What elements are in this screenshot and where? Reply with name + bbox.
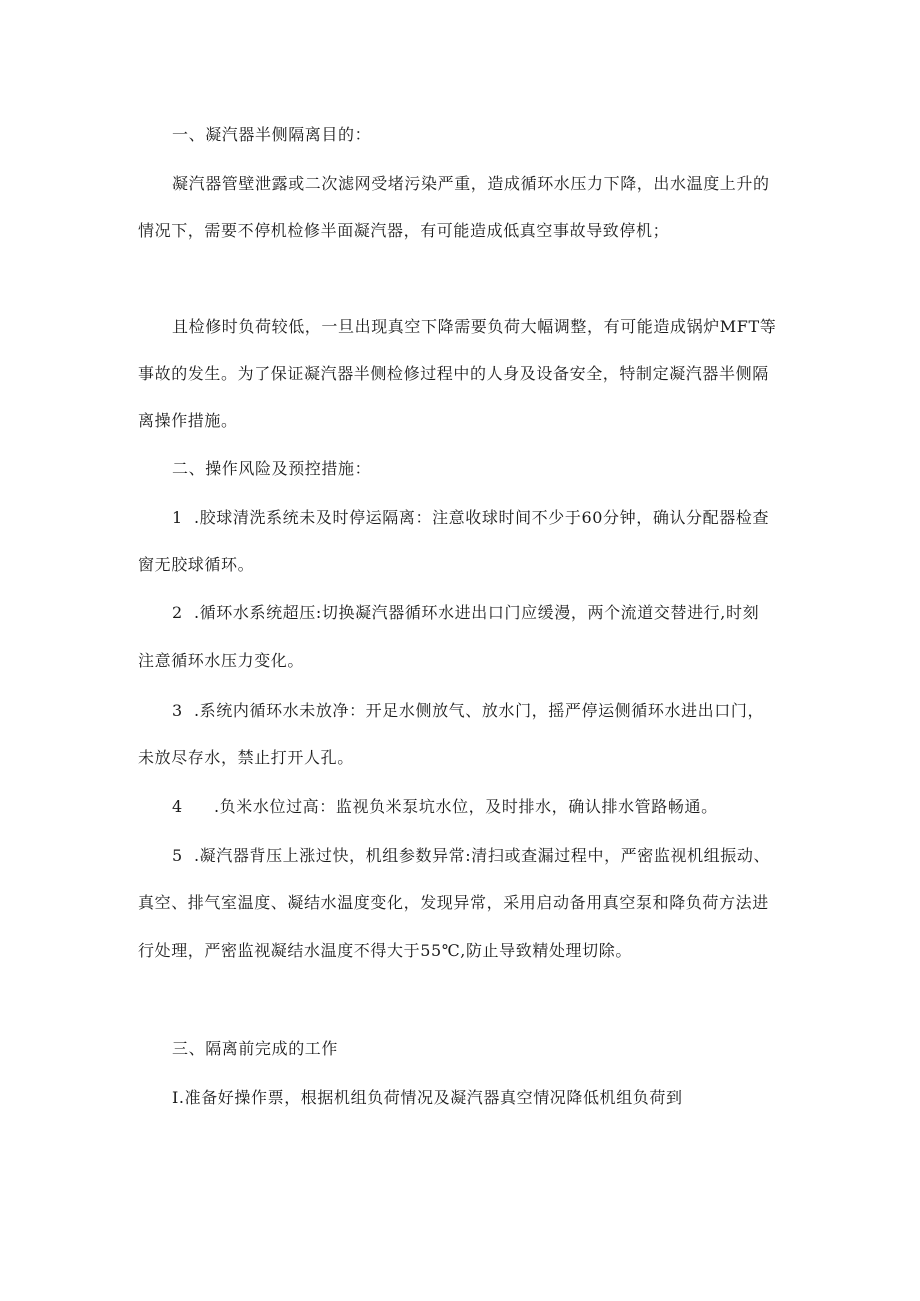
item-text: .循环水系统超压:切换凝汽器循环水进出口门应缓漫，两个流道交替进行,时刻 (194, 603, 760, 622)
section-2-item-5-line-3: 行处理，严密监视凝结水温度不得大于55℃,防止导致精处理切除。 (138, 941, 632, 960)
section-2-item-5-line-1 (172, 846, 770, 866)
section-2-item-4-line-1 (172, 797, 718, 817)
section-3-heading: 三、隔离前完成的工作 (172, 1039, 339, 1058)
item-text: .系统内循环水未放净：开足水侧放气、放水门，摇严停运侧循环水进出口门， (194, 701, 765, 720)
section-1-paragraph-2-line-3: 离操作措施。 (138, 411, 238, 430)
item-text: .胶球清洗系统未及时停运隔离：注意收球时间不少于60分钟，确认分配器检查 (194, 508, 770, 527)
section-2-item-5-line-2: 真空、排气室温度、凝结水温度变化，发现异常，采用启动备用真空泵和降负荷方法进 (138, 893, 769, 912)
item-text: .负米水位过高：监视负米泵坑水位，及时排水，确认排水管路畅通。 (214, 797, 718, 816)
section-3-item-1-line-1: I.准备好操作票，根据机组负荷情况及凝汽器真空情况降低机组负荷到 (172, 1088, 683, 1107)
item-text: .凝汽器背压上涨过快，机组参数异常:清扫或查漏过程中，严密监视机组振动、 (194, 846, 771, 865)
item-number: 2 (172, 603, 183, 622)
section-1-paragraph-1-line-1: 凝汽器管壁泄露或二次滤网受堵污染严重，造成循环水压力下降，出水温度上升的 (172, 174, 770, 193)
section-1-paragraph-1-line-2: 情况下，需要不停机检修半面凝汽器，有可能造成低真空事故导致停机； (138, 221, 670, 240)
section-1-paragraph-2-line-1: 且检修时负荷较低，一旦出现真空下降需要负荷大幅调整，有可能造成锅炉MFT等 (172, 317, 777, 336)
section-2-heading: 二、操作风险及预控措施： (172, 459, 372, 478)
section-2-item-1-line-2: 窗无胶球循环。 (138, 555, 255, 574)
section-1-paragraph-2-line-2: 事故的发生。为了保证凝汽器半侧检修过程中的人身及设备安全，特制定凝汽器半侧隔 (138, 364, 769, 383)
item-number: 5 (172, 846, 183, 865)
section-2-item-2-line-2: 注意循环水压力变化。 (138, 651, 305, 670)
section-2-item-3-line-1 (172, 701, 764, 721)
section-2-item-1-line-1 (172, 508, 769, 528)
section-2-item-3-line-2: 未放尽存水，禁止打开人孔。 (138, 748, 354, 767)
item-number: 1 (172, 508, 183, 527)
section-2-item-2-line-1 (172, 603, 759, 623)
section-1-heading: 一、凝汽器半侧隔离目的： (172, 125, 372, 144)
item-number: 4 (172, 797, 183, 816)
item-number: 3 (172, 701, 183, 720)
